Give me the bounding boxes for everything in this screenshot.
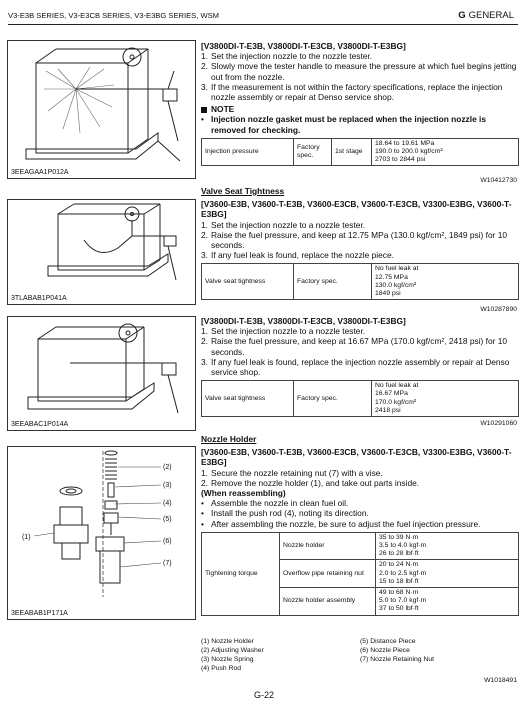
- callout-6: (6): [163, 538, 172, 545]
- code-ref: W10412730: [480, 177, 517, 184]
- spec-item: Injection pressure: [202, 138, 294, 166]
- spec-item: Valve seat tightness: [202, 264, 294, 300]
- reassembly-title: (When reassembling): [201, 488, 286, 499]
- torque-values: 20 to 24 N·m 2.0 to 2.5 kgf·m 15 to 18 lbf·ft: [376, 560, 519, 588]
- legend-item: [360, 664, 519, 673]
- legend-item: (2) Adjusting Washer: [201, 647, 264, 654]
- list-item: • After assembling the nozzle, be sure to adjust the fuel injection pressure.: [201, 518, 481, 529]
- list-item: 2. Remove the nozzle holder (1), and take out parts inside.: [201, 477, 420, 488]
- spec-item: Valve seat tightness: [202, 381, 294, 417]
- legend-item: (7) Nozzle Retaining Nut: [360, 656, 435, 663]
- model-list: [V3800DI-T-E3B, V3800DI-T-E3CB, V3800DI-T-E3BG]: [201, 316, 406, 326]
- callout-7: (7): [163, 560, 172, 567]
- list-item: • Assemble the nozzle in clean fuel oil.: [201, 498, 349, 509]
- figure-code: 3EEAGAA1P012A: [11, 169, 69, 176]
- spec-table-valve-seat-v3800: [201, 380, 519, 417]
- torque-values: 35 to 39 N·m 3.5 to 4.0 kgf·m 26 to 28 lbf·ft: [376, 532, 519, 560]
- legend-item: (3) Nozzle Spring: [201, 656, 254, 663]
- list-item: 2. Slowly move the tester handle to measure the pressure at which fuel begins jetting out from the nozzle.: [201, 61, 517, 82]
- note-title: NOTE: [201, 104, 519, 114]
- spec-item: Tightening torque: [202, 532, 280, 615]
- legend-item: (1) Nozzle Holder: [201, 638, 254, 645]
- note-square-icon: [201, 107, 207, 113]
- list-item: 1. Secure the nozzle retaining nut (7) with a vise.: [201, 467, 383, 478]
- spec-label: Factory spec.: [294, 138, 332, 166]
- figure-valve-seat-tightness-1: [7, 199, 196, 305]
- list-item: 2. Raise the fuel pressure, and keep at 12.75 MPa (130.0 kgf/cm², 1849 psi) for 10 seconds.: [201, 229, 508, 251]
- torque-values: 49 to 68 N·m 5.0 to 7.0 kgf·m 37 to 50 lbf·ft: [376, 588, 519, 616]
- spec-values: 18.64 to 19.61 MPa 190.0 to 200.0 kgf/cm² 2703 to 2844 psi: [372, 138, 519, 166]
- spec-table-valve-seat: [201, 263, 519, 300]
- figure-code: 3EEABAB1P171A: [11, 610, 68, 617]
- legend-item: (6) Nozzle Piece: [360, 647, 410, 654]
- spec-stage: 1st stage: [332, 138, 372, 166]
- callout-1: (1): [22, 534, 31, 541]
- list-item: 1. Set the injection nozzle to the nozzle tester.: [201, 51, 373, 62]
- list-item: 1. Set the injection nozzle to a nozzle tester.: [201, 219, 366, 230]
- callout-5: (5): [163, 516, 172, 523]
- callout-4: (4): [163, 500, 172, 507]
- section-valve-seat-tightness: [201, 186, 519, 300]
- torque-part: Nozzle holder: [280, 532, 376, 560]
- model-list: [V3600-E3B, V3600-T-E3B, V3600-E3CB, V3600-T-E3CB, V3300-E3BG, V3600-T-E3BG]: [201, 447, 512, 468]
- figure-valve-seat-tightness-2: [7, 316, 196, 431]
- nozzle-tester-spray-illustration: [8, 41, 195, 178]
- nozzle-tester-illustration: [8, 200, 195, 304]
- code-ref: W1018491: [484, 677, 517, 684]
- list-item: • Install the push rod (4), noting its direction.: [201, 508, 369, 519]
- section-valve-seat-tightness-v3800: [201, 316, 519, 417]
- header-section: [458, 10, 514, 21]
- code-ref: W10291060: [480, 420, 517, 427]
- list-item: 1. Set the injection nozzle to a nozzle tester.: [201, 326, 366, 337]
- note-text: • Injection nozzle gasket must be replaced when the injection nozzle is removed for checking.: [201, 114, 487, 135]
- spec-table-tightening-torque: [201, 532, 519, 616]
- section-title: GENERAL: [468, 10, 514, 21]
- nozzle-tester-illustration-2: [8, 317, 195, 430]
- spec-label: Factory spec.: [294, 264, 372, 300]
- spec-values: No fuel leak at 16.67 MPa 170.0 kgf/cm² 2418 psi: [372, 381, 519, 417]
- spec-values: No fuel leak at 12.75 MPa 130.0 kgf/cm² 1849 psi: [372, 264, 519, 300]
- figure-code: 3EEABAC1P014A: [11, 421, 69, 428]
- spec-table-injection-pressure: [201, 138, 519, 167]
- parts-legend: [201, 637, 519, 673]
- list-item: 3. If the measurement is not within the factory specifications, replace the injection nozzle assembly or repair at Denso service shop.: [201, 81, 503, 103]
- list-item: 3. If any fuel leak is found, replace the injection nozzle assembly or repair at Denso service shop.: [201, 356, 510, 378]
- section-title: Valve Seat Tightness: [201, 186, 285, 196]
- legend-item: (5) Distance Piece: [360, 638, 416, 645]
- header-doc-title: V3-E3B SERIES, V3-E3CB SERIES, V3-E3BG SERIES, WSM: [8, 11, 220, 20]
- torque-part: Nozzle holder assembly: [280, 588, 376, 616]
- figure-code: 3TLABAB1P041A: [11, 295, 67, 302]
- spec-label: Factory spec.: [294, 381, 372, 417]
- list-item: 2. Raise the fuel pressure, and keep at 16.67 MPa (170.0 kgf/cm², 2418 psi) for 10 seconds.: [201, 336, 508, 357]
- header-rule: [8, 24, 518, 25]
- figure-nozzle-holder-exploded: [7, 446, 196, 620]
- section-nozzle-holder: [201, 434, 519, 616]
- section-injection-pressure: [201, 41, 519, 166]
- figure-injection-pressure: [7, 40, 196, 179]
- section-letter: G: [458, 10, 466, 21]
- model-list: [V3800DI-T-E3B, V3800DI-T-E3CB, V3800DI-T-E3BG]: [201, 41, 406, 51]
- callout-3: (3): [163, 482, 172, 489]
- callout-2: (2): [163, 464, 172, 471]
- code-ref: W10287890: [480, 306, 517, 313]
- model-list: [V3600-E3B, V3600-T-E3B, V3600-E3CB, V3600-T-E3CB, V3300-E3BG, V3600-T-E3BG]: [201, 199, 512, 220]
- torque-part: Overflow pipe retaining nut: [280, 560, 376, 588]
- section-title: Nozzle Holder: [201, 434, 257, 444]
- list-item: 3. If any fuel leak is found, replace the nozzle piece.: [201, 250, 394, 261]
- legend-item: (4) Push Rod: [201, 665, 242, 672]
- page-number: G-22: [253, 690, 274, 700]
- nozzle-holder-exploded-illustration: [8, 447, 195, 605]
